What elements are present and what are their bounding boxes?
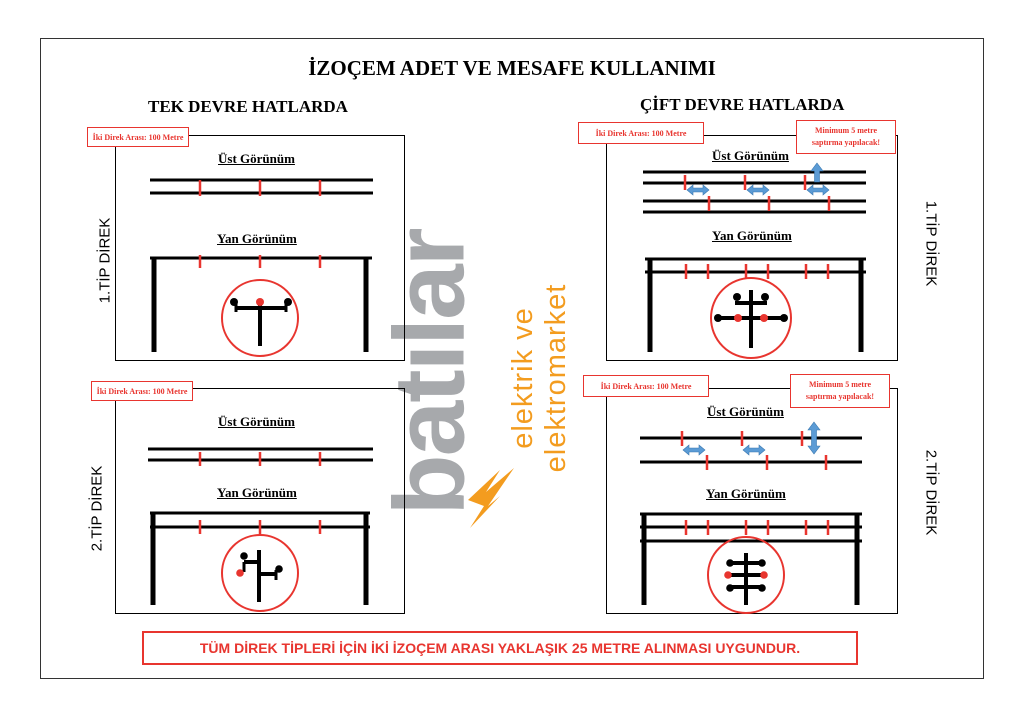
double-type2-top-view (640, 422, 862, 470)
page-title: İZOÇEM ADET VE MESAFE KULLANIMI (308, 56, 716, 80)
footer-note: TÜM DİREK TİPLERİ İÇİN İKİ İZOÇEM ARASI YAKLAŞIK 25 METRE ALINMASI UYGUNDUR. (142, 631, 858, 665)
top-view-label: Üst Görünüm (218, 151, 295, 166)
offset-arrow-icon (747, 185, 769, 195)
offset-arrow-icon (687, 185, 709, 195)
logo-wordmark: batılar (373, 229, 486, 516)
double-type1-top-view (643, 163, 866, 212)
section-title-single: TEK DEVRE HATLARDA (148, 97, 348, 116)
logo-subtitle: elektrik ve elektromarket (507, 283, 572, 473)
double-type1-side-view (645, 259, 866, 358)
distance-label: İki Direk Arası: 100 Metre (578, 122, 704, 144)
double-type2-side-view (640, 514, 862, 613)
section-title-double: ÇİFT DEVRE HATLARDA (640, 95, 845, 114)
distance-label: İki Direk Arası: 100 Metre (87, 127, 189, 147)
offset-arrow-icon (807, 185, 829, 195)
single-type2-top-view (148, 449, 373, 466)
pole-type-label: 2.TİP DİREK (922, 449, 940, 536)
pole-type-label: 1.TİP DİREK (922, 200, 940, 287)
side-view-label: Yan Görünüm (712, 228, 792, 243)
top-view-label: Üst Görünüm (712, 148, 789, 163)
offset-arrow-icon (683, 445, 705, 455)
pole-type-label: 1.TİP DİREK (96, 217, 114, 304)
distance-label: İki Direk Arası: 100 Metre (91, 381, 193, 401)
side-view-label: Yan Görünüm (217, 231, 297, 246)
distance-label: İki Direk Arası: 100 Metre (583, 375, 709, 397)
top-view-label: Üst Görünüm (707, 404, 784, 419)
single-type1-side-view (150, 255, 372, 356)
offset-arrow-icon (743, 445, 765, 455)
side-view-label: Yan Görünüm (706, 486, 786, 501)
offset-note: Minimum 5 metre saptırma yapılacak! (796, 120, 896, 154)
side-view-label: Yan Görünüm (217, 485, 297, 500)
single-type1-top-view (150, 180, 373, 196)
single-type2-side-view (150, 513, 370, 611)
pole-type-label: 2.TİP DİREK (88, 465, 106, 552)
offset-note: Minimum 5 metre saptırma yapılacak! (790, 374, 890, 408)
top-view-label: Üst Görünüm (218, 414, 295, 429)
